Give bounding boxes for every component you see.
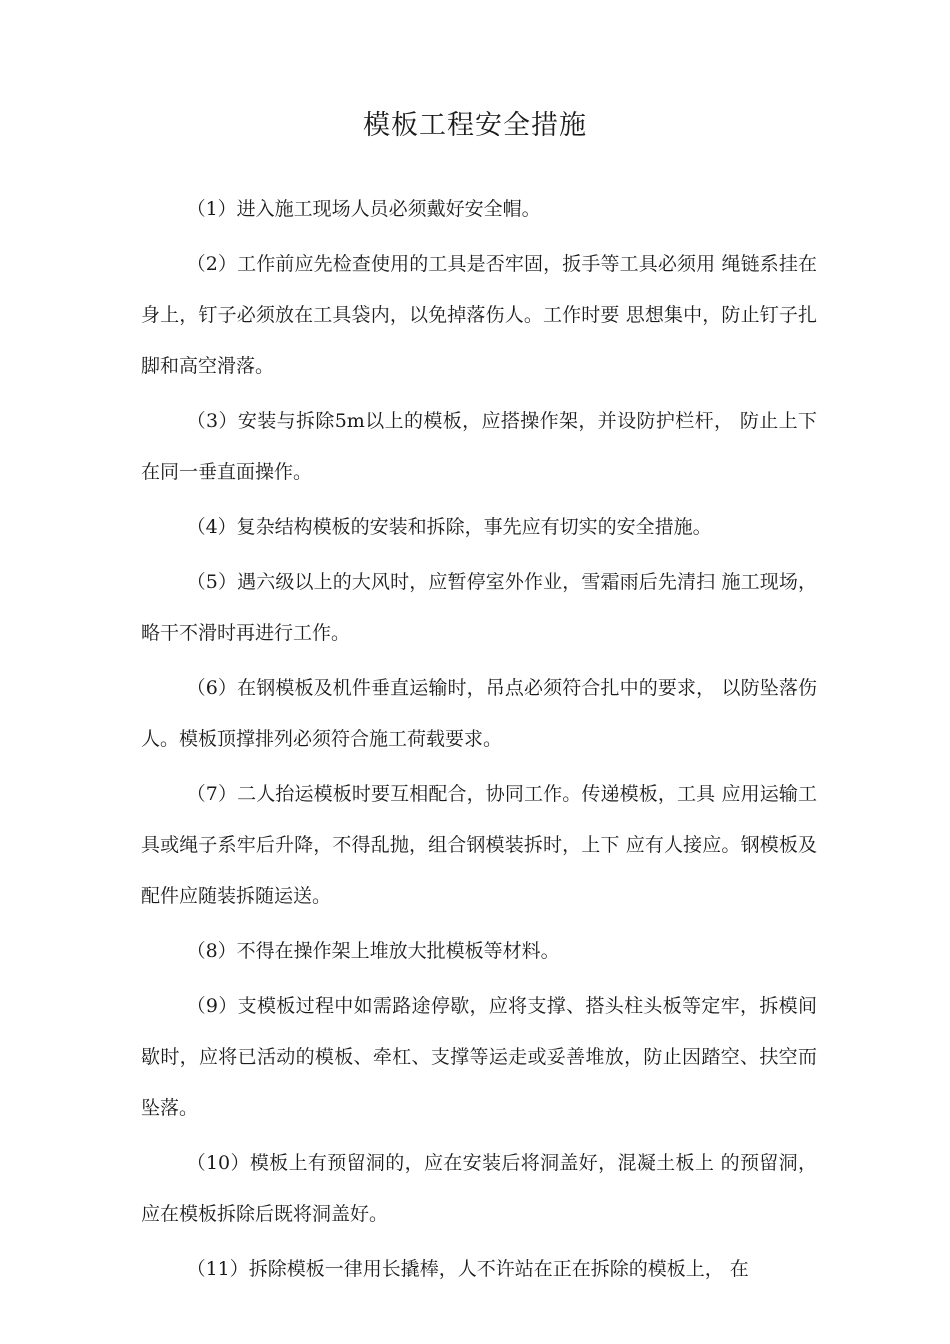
paragraph-7: （7）二人抬运模板时要互相配合，协同工作。传递模板，工具 应用运输工具或绳子系牢后升降，不得乱抛，组合钢模装拆时，上下 应有人接应。钢模板及配件应随装拆随运送。 [141, 783, 817, 907]
paragraph-4: （4）复杂结构模板的安装和拆除，事先应有切实的安全措施。 [186, 516, 712, 538]
paragraph-9: （9）支模板过程中如需路途停歇，应将支撑、搭头柱头板等定牢，拆模间歇时，应将已活动的模板、牵杠、支撑等运走或妥善堆放，防止因踏空、扶空而坠落。 [141, 995, 817, 1119]
paragraph-1: （1）进入施工现场人员必须戴好安全帽。 [186, 198, 541, 220]
paragraph-2: （2）工作前应先检查使用的工具是否牢固，扳手等工具必须用 绳链系挂在身上，钉子必须放在工具袋内，以免掉落伤人。工作时要 思想集中，防止钉子扎脚和高空滑落。 [141, 253, 817, 377]
paragraph-5: （5）遇六级以上的大风时，应暂停室外作业，雪霜雨后先清扫 施工现场，略干不滑时再进行工作。 [141, 571, 817, 644]
paragraph-3: （3）安装与拆除5m以上的模板，应搭操作架，并设防护栏杆， 防止上下在同一垂直面操作。 [141, 410, 817, 483]
paragraph-10: （10）模板上有预留洞的，应在安装后将洞盖好，混凝土板上 的预留洞，应在模板拆除后既将洞盖好。 [141, 1152, 817, 1225]
paragraph-8: （8）不得在操作架上堆放大批模板等材料。 [186, 940, 560, 962]
paragraph-6: （6）在钢模板及机件垂直运输时，吊点必须符合扎中的要求， 以防坠落伤人。模板顶撑排列必须符合施工荷载要求。 [141, 677, 817, 750]
document-title: 模板工程安全措施 [363, 110, 587, 141]
document-body [141, 184, 817, 1299]
paragraph-11: （11）拆除模板一律用长撬棒，人不许站在正在拆除的模板上， 在 [186, 1258, 749, 1280]
